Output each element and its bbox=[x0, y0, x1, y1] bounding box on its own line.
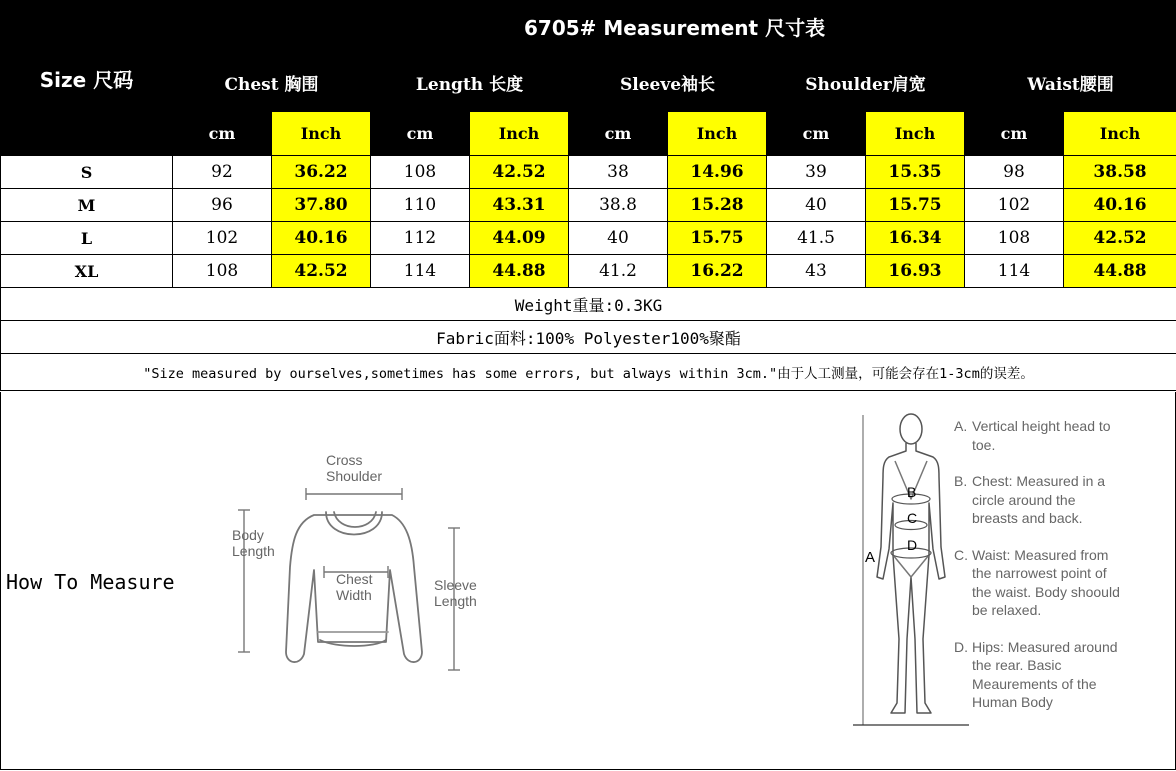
size-label: L bbox=[1, 222, 173, 255]
table-row bbox=[1, 189, 1176, 222]
cell-value: 15.35 bbox=[866, 156, 965, 189]
cell-value: 114 bbox=[965, 255, 1064, 288]
weight-row bbox=[1, 288, 1176, 321]
note-row bbox=[1, 354, 1176, 391]
cell-value: 16.34 bbox=[866, 222, 965, 255]
cell-value: 114 bbox=[371, 255, 470, 288]
body-measurement-notes bbox=[954, 417, 1174, 730]
weight-text: Weight重量:0.3KG bbox=[1, 288, 1176, 321]
letter-d-label: D bbox=[907, 537, 918, 553]
unit-inch: Inch bbox=[470, 112, 569, 156]
human-body-outline bbox=[877, 414, 945, 713]
cell-value: 40 bbox=[569, 222, 668, 255]
cell-value: 15.75 bbox=[866, 189, 965, 222]
unit-inch: Inch bbox=[668, 112, 767, 156]
cell-value: 43 bbox=[767, 255, 866, 288]
sleeve-length-label: Sleeve bbox=[434, 577, 477, 593]
cell-value: 102 bbox=[173, 222, 272, 255]
note-item bbox=[954, 472, 1174, 528]
cell-value: 40.16 bbox=[1064, 189, 1176, 222]
cell-value: 41.2 bbox=[569, 255, 668, 288]
cell-value: 40.16 bbox=[272, 222, 371, 255]
cell-value: 14.96 bbox=[668, 156, 767, 189]
cell-value: 96 bbox=[173, 189, 272, 222]
unit-cm: cm bbox=[173, 112, 272, 156]
cell-value: 102 bbox=[965, 189, 1064, 222]
cell-value: 38.8 bbox=[569, 189, 668, 222]
cell-value: 112 bbox=[371, 222, 470, 255]
unit-cm: cm bbox=[965, 112, 1064, 156]
chest-width-label: Width bbox=[336, 587, 372, 603]
error-note-text: "Size measured by ourselves,sometimes has some errors, but always within 3cm."由于人工测量，可能会存在1-3cm的误差。 bbox=[1, 354, 1176, 391]
note-text: Chest: Measured in a circle around the breasts and back. bbox=[972, 473, 1106, 526]
note-item bbox=[954, 417, 1174, 454]
cell-value: 108 bbox=[173, 255, 272, 288]
sweater-measure-diagram bbox=[226, 452, 496, 692]
chest-width-label: Chest bbox=[336, 571, 373, 587]
cell-value: 42.52 bbox=[470, 156, 569, 189]
letter-b-label: B bbox=[907, 484, 917, 500]
table-row bbox=[1, 222, 1176, 255]
note-letter: C. bbox=[954, 546, 968, 563]
cell-value: 44.09 bbox=[470, 222, 569, 255]
unit-inch: Inch bbox=[866, 112, 965, 156]
title-row bbox=[1, 1, 1176, 53]
unit-cm: cm bbox=[371, 112, 470, 156]
cell-value: 36.22 bbox=[272, 156, 371, 189]
cell-value: 98 bbox=[965, 156, 1064, 189]
size-label: M bbox=[1, 189, 173, 222]
table-row bbox=[1, 156, 1176, 189]
cell-value: 42.52 bbox=[1064, 222, 1176, 255]
size-header: Size 尺码 bbox=[1, 1, 173, 156]
cell-value: 16.93 bbox=[866, 255, 965, 288]
cell-value: 15.75 bbox=[668, 222, 767, 255]
unit-inch: Inch bbox=[272, 112, 371, 156]
group-header-length: Length 长度 bbox=[371, 53, 569, 112]
cell-value: 15.28 bbox=[668, 189, 767, 222]
cell-value: 108 bbox=[965, 222, 1064, 255]
group-header-shoulder: Shoulder肩宽 bbox=[767, 53, 965, 112]
cell-value: 41.5 bbox=[767, 222, 866, 255]
unit-header-row bbox=[1, 112, 1176, 156]
note-text: Waist: Measured from the narrowest point of the waist. Body shoould be relaxed. bbox=[972, 546, 1120, 618]
note-letter: A. bbox=[954, 418, 968, 434]
measure-rings bbox=[853, 415, 969, 725]
note-item bbox=[954, 638, 1174, 712]
letter-a-label: A bbox=[865, 549, 876, 566]
body-measure-diagram bbox=[851, 407, 971, 737]
note-text: Hips: Measured around the rear. Basic Meaurements of the Human Body bbox=[972, 638, 1118, 710]
cell-value: 92 bbox=[173, 156, 272, 189]
unit-cm: cm bbox=[767, 112, 866, 156]
note-item bbox=[954, 546, 1174, 620]
cell-value: 44.88 bbox=[1064, 255, 1176, 288]
cell-value: 108 bbox=[371, 156, 470, 189]
cell-value: 44.88 bbox=[470, 255, 569, 288]
unit-inch: Inch bbox=[1064, 112, 1176, 156]
cell-value: 16.22 bbox=[668, 255, 767, 288]
cell-value: 40 bbox=[767, 189, 866, 222]
body-length-label: Length bbox=[232, 543, 275, 559]
how-to-measure-section bbox=[0, 392, 1176, 770]
body-length-label: Body bbox=[232, 527, 264, 543]
table-row bbox=[1, 255, 1176, 288]
letter-c-label: C bbox=[907, 510, 918, 526]
size-label: S bbox=[1, 156, 173, 189]
cross-shoulder-label: Shoulder bbox=[326, 468, 383, 484]
size-label: XL bbox=[1, 255, 173, 288]
group-header-chest: Chest 胸围 bbox=[173, 53, 371, 112]
table-title: 6705# Measurement 尺寸表 bbox=[173, 1, 1176, 53]
cell-value: 38 bbox=[569, 156, 668, 189]
note-letter: D. bbox=[954, 638, 968, 655]
cell-value: 39 bbox=[767, 156, 866, 189]
cell-value: 43.31 bbox=[470, 189, 569, 222]
cross-shoulder-label: Cross bbox=[326, 452, 363, 468]
cell-value: 110 bbox=[371, 189, 470, 222]
group-header-sleeve: Sleeve袖长 bbox=[569, 53, 767, 112]
group-header-row bbox=[1, 53, 1176, 112]
note-letter: B. bbox=[954, 473, 968, 489]
note-text: Vertical height head to toe. bbox=[972, 418, 1111, 453]
how-to-measure-label: How To Measure bbox=[6, 570, 175, 594]
cell-value: 38.58 bbox=[1064, 156, 1176, 189]
unit-cm: cm bbox=[569, 112, 668, 156]
cell-value: 37.80 bbox=[272, 189, 371, 222]
fabric-text: Fabric面料:100% Polyester100%聚酯 bbox=[1, 321, 1176, 354]
cell-value: 42.52 bbox=[272, 255, 371, 288]
sleeve-length-label: Length bbox=[434, 593, 477, 609]
group-header-waist: Waist腰围 bbox=[965, 53, 1176, 112]
fabric-row bbox=[1, 321, 1176, 354]
